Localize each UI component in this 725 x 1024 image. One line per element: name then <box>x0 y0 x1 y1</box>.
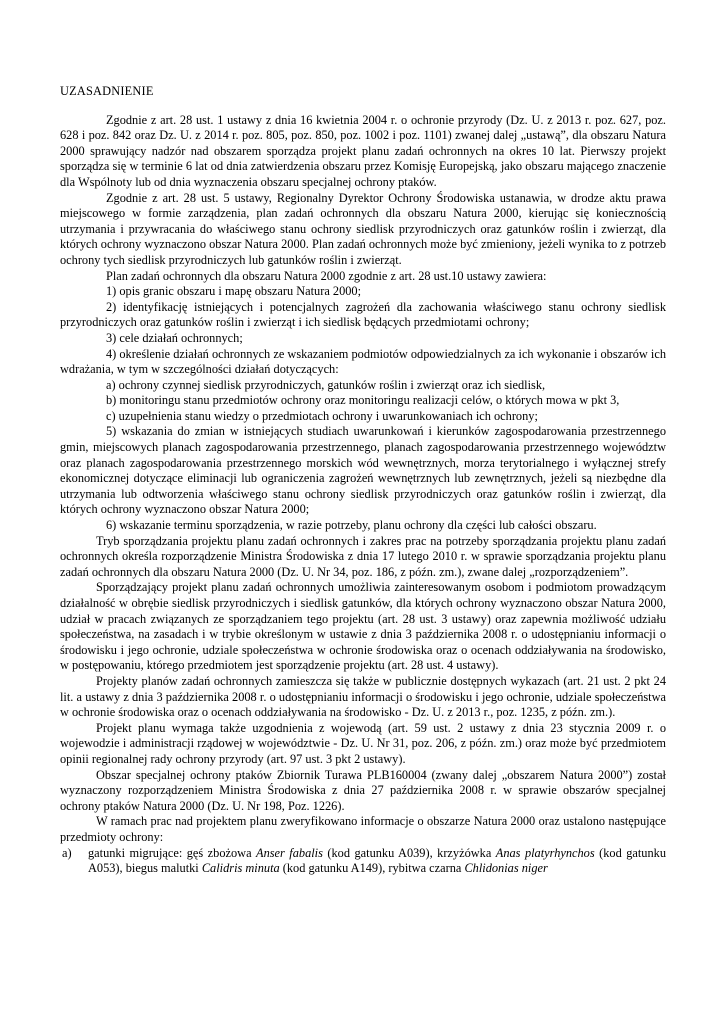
paragraph-5: Sporządzający projekt planu zadań ochronnych umożliwia zainteresowanym osobom i podmiotom prowadzącym działalność w obrębie siedlisk przyrodniczych i siedlisk gatunków, dla których ochrony wyznaczono obszar Natura 2000, udział w pracach związanych ze sporządzaniem tego projektu (art. 28 ust. 3 ustawy) oraz zapewnia możliwość udziału społeczeństwa, na zasadach i w trybie określonym w ustawie z dnia 3 października 2008 r. o udostępnianiu informacji o środowisku i jego ochronie, udziale społeczeństwa w ochronie środowiska oraz o ocenach oddziaływania na środowisko, w postępowaniu, którego przedmiotem jest sporządzenie projektu (art. 28 ust. 4 ustawy). <box>60 580 666 673</box>
list-item-1: 1) opis granic obszaru i mapę obszaru Natura 2000; <box>106 284 362 299</box>
list-item-4a: a) ochrony czynnej siedlisk przyrodniczych, gatunków roślin i zwierząt oraz ich siedlisk, <box>106 377 546 392</box>
paragraph-8: Obszar specjalnej ochrony ptaków Zbiornik Turawa PLB160004 (zwany dalej „obszarem Natura 2000”) został wyznaczony rozporządzeniem Ministra Środowiska z dnia 27 października 2008 r. w sprawie obszarów specjalnej ochrony ptaków Natura 2000 (Dz. U. Nr 198, Poz. 1226). <box>60 767 666 813</box>
text-segment: (kod gatunku A039), krzyżówka <box>322 845 496 860</box>
species-name: Anas platyrhynchos <box>495 845 595 860</box>
protection-subject-list-item-a <box>60 846 666 877</box>
paragraph-1: Zgodnie z art. 28 ust. 1 ustawy z dnia 16 kwietnia 2004 r. o ochronie przyrody (Dz. U. z 2013 r. poz. 627, poz. 628 i poz. 842 oraz Dz. U. z 2014 r. poz. 805, poz. 850, poz. 1002 i poz. 1101) zwanej dalej „ustawą”, dla obszaru Natura 2000 sprawujący nadzór nad obszarem sporządza projekt planu zadań ochronnych na okres 10 lat. Pierwszy projekt sporządza się w terminie 6 lat od dnia zatwierdzenia obszaru przez Komisję Europejską, jako obszaru mającego znaczenie dla Wspólnoty lub od dnia wyznaczenia obszaru specjalnej ochrony ptaków. <box>60 112 666 189</box>
text-segment: (kod gatunku A149), rybitwa czarna <box>279 861 465 876</box>
paragraph-7: Projekt planu wymaga także uzgodnienia z wojewodą (art. 59 ust. 2 ustawy z dnia 23 stycznia 2009 r. o wojewodzie i administracji rządowej w województwie - Dz. U. Nr 31, poz. 206, z późn. zm.) oraz może być przedmiotem opinii regionalnej rady ochrony przyrody (art. 97 ust. 3 pkt 2 ustawy). <box>60 720 666 766</box>
species-name: Anser fabalis <box>256 845 323 860</box>
list-item-text <box>88 846 666 877</box>
text-segment: gatunki migrujące: gęś zbożowa <box>88 845 257 860</box>
paragraph-6: Projekty planów zadań ochronnych zamieszcza się także w publicznie dostępnych wykazach (art. 21 ust. 2 pkt 24 lit. a ustawy z dnia 3 października 2008 r. o udostępnianiu informacji o środowisku i jego ochronie, udziale społeczeństwa w ochronie środowiska oraz o ocenach oddziaływania na środowisko - Dz. U. z 2013 r., poz. 1235, z późn. zm.). <box>60 673 666 720</box>
species-name: Chlidonias niger <box>464 861 548 876</box>
list-item-4b: b) monitoringu stanu przedmiotów ochrony oraz monitoringu realizacji celów, o których mowa w pkt 3, <box>106 393 620 408</box>
list-item-6: 6) wskazanie terminu sporządzenia, w razie potrzeby, planu ochrony dla części lub całości obszaru. <box>106 518 597 533</box>
species-name: Calidris minuta <box>201 861 280 876</box>
list-item-4c: c) uzupełnienia stanu wiedzy o przedmiotach ochrony i uwarunkowaniach ich ochrony; <box>106 408 538 423</box>
list-item-3: 3) cele działań ochronnych; <box>106 330 243 345</box>
paragraph-2: Zgodnie z art. 28 ust. 5 ustawy, Regionalny Dyrektor Ochrony Środowiska ustanawia, w drodze aktu prawa miejscowego w formie zarządzenia, plan zadań ochronnych dla obszaru Natura 2000, kierując się koniecznością utrzymania i przywracania do właściwego stanu ochrony siedlisk przyrodniczych oraz gatunków roślin i zwierząt, dla których ochrony wyznaczono obszar Natura 2000. Plan zadań ochronnych może być zmieniony, jeżeli wynika to z potrzeb ochrony tych siedlisk przyrodniczych lub gatunków roślin i zwierząt. <box>60 190 666 267</box>
document-title: UZASADNIENIE <box>60 84 154 98</box>
list-item-4: 4) określenie działań ochronnych ze wskazaniem podmiotów odpowiedzialnych za ich wykonanie i obszarów ich wdrażania, w tym w szczególności działań dotyczących: <box>60 346 666 377</box>
text-segment: (kod gatunku A053), biegus malutki <box>88 845 666 876</box>
list-item-5: 5) wskazania do zmian w istniejących studiach uwarunkowań i kierunków zagospodarowania przestrzennego gmin, miejscowych planach zagospodarowania przestrzennego, planach zagospodarowania przestrzennego województw oraz planach zagospodarowania przestrzennego morskich wód wewnętrznych, morza terytorialnego i wyłącznej strefy ekonomicznej dotyczące eliminacji lub ograniczenia zagrożeń wewnętrznych lub zewnętrznych, jeżeli są niezbędne dla utrzymania lub odtworzenia właściwego stanu ochrony siedlisk przyrodniczych oraz gatunków roślin i zwierząt, dla których ochrony wyznaczono obszar Natura 2000; <box>60 424 666 517</box>
paragraph-3: Plan zadań ochronnych dla obszaru Natura 2000 zgodnie z art. 28 ust.10 ustawy zawiera: <box>106 268 547 283</box>
list-marker: a) <box>62 845 72 860</box>
paragraph-4: Tryb sporządzania projektu planu zadań ochronnych i zakres prac na potrzeby sporządzania projektu planu zadań ochronnych określa rozporządzenie Ministra Środowiska z dnia 17 lutego 2010 r. w sprawie sporządzania projektu planu zadań ochronnych dla obszaru Natura 2000 (Dz. U. Nr 34, poz. 186, z późn. zm.), zwane dalej „rozporządzeniem”. <box>60 533 666 579</box>
paragraph-9: W ramach prac nad projektem planu zweryfikowano informacje o obszarze Natura 2000 oraz ustalono następujące przedmioty ochrony: <box>60 814 666 844</box>
list-item-2: 2) identyfikację istniejących i potencjalnych zagrożeń dla zachowania właściwego stanu ochrony siedlisk przyrodniczych oraz gatunków roślin i zwierząt i ich siedlisk będących przedmiotami ochrony; <box>60 299 666 330</box>
